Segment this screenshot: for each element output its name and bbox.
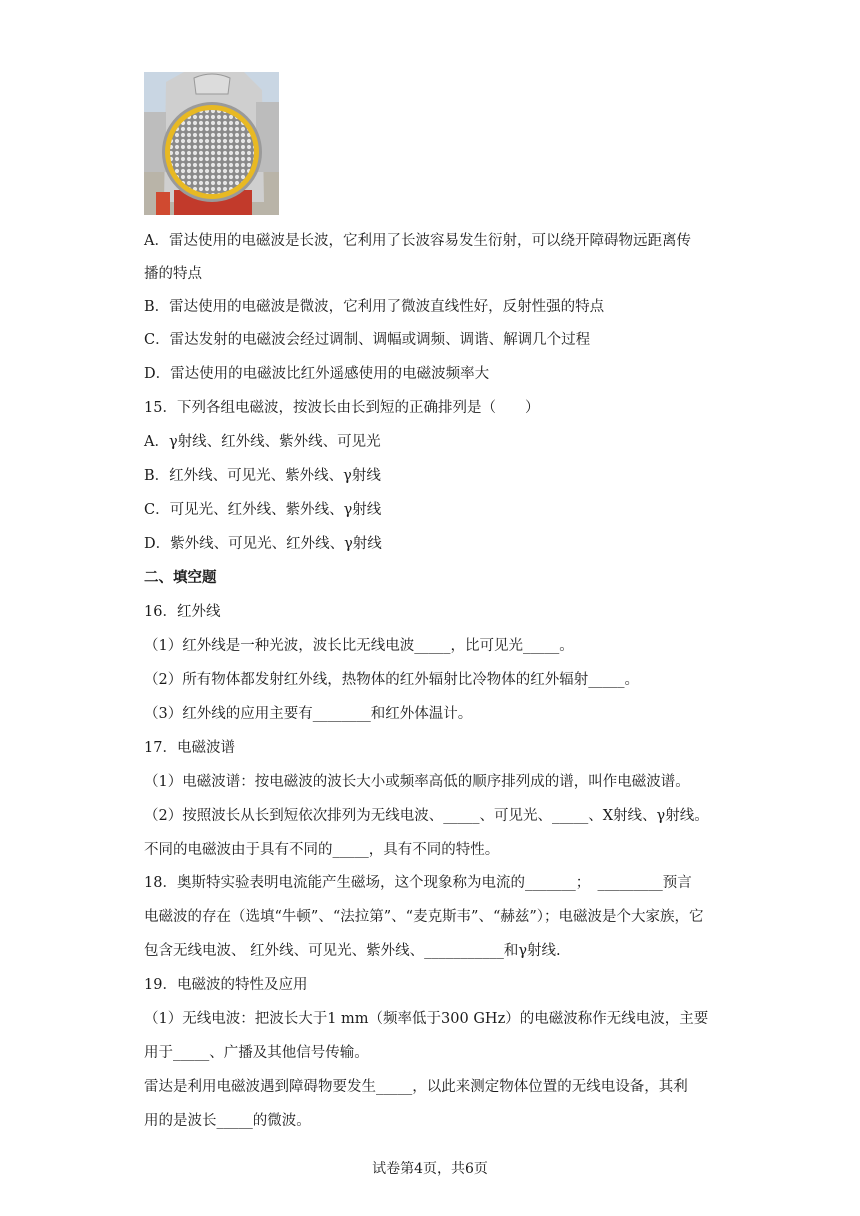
question-19-part1-cont: 用于_____、广播及其他信号传输。 bbox=[144, 1045, 369, 1061]
option-15b: B．红外线、可见光、紫外线、γ射线 bbox=[144, 468, 381, 484]
question-19-radar-line2: 用的是波长_____的微波。 bbox=[144, 1113, 311, 1129]
question-17-part1: （1）电磁波谱：按电磁波的波长大小或频率高低的顺序排列成的谱，叫作电磁波谱。 bbox=[144, 774, 690, 790]
question-19-part1: （1）无线电波：把波长大于1 mm（频率低于300 GHz）的电磁波称作无线电波，主要 bbox=[144, 1011, 709, 1027]
question-19: 19．电磁波的特性及应用 bbox=[144, 977, 308, 993]
question-19-radar-line1: 雷达是利用电磁波遇到障碍物要发生_____，以此来测定物体位置的无线电设备，其利 bbox=[144, 1079, 688, 1095]
option-14b: B．雷达使用的电磁波是微波，它利用了微波直线性好，反射性强的特点 bbox=[144, 299, 605, 315]
radar-photo bbox=[144, 72, 279, 215]
question-18-line3: 包含无线电波、 红外线、可见光、紫外线、___________和γ射线. bbox=[144, 943, 561, 959]
question-16: 16．红外线 bbox=[144, 604, 221, 620]
option-14c: C．雷达发射的电磁波会经过调制、调幅或调频、调谐、解调几个过程 bbox=[144, 332, 591, 348]
page-footer: 试卷第4页，共6页 bbox=[372, 1161, 488, 1177]
option-14a-line2: 播的特点 bbox=[144, 266, 202, 282]
option-15c: C．可见光、红外线、紫外线、γ射线 bbox=[144, 502, 382, 518]
option-14d: D．雷达使用的电磁波比红外遥感使用的电磁波频率大 bbox=[144, 366, 490, 382]
question-18-line1: 18．奥斯特实验表明电流能产生磁场，这个现象称为电流的_______； _________预言 bbox=[144, 875, 692, 891]
radar-nose-photo-icon bbox=[144, 72, 279, 215]
question-17-part2: （2）按照波长从长到短依次排列为无线电波、_____、可见光、_____、X射线、γ射线。 bbox=[144, 808, 709, 824]
section-heading-fill-in: 二、填空题 bbox=[144, 569, 217, 586]
question-17-part2-cont: 不同的电磁波由于具有不同的_____，具有不同的特性。 bbox=[144, 842, 500, 858]
question-17: 17．电磁波谱 bbox=[144, 740, 235, 756]
option-14a-line1: A．雷达使用的电磁波是长波，它利用了长波容易发生衍射，可以绕开障碍物远距离传 bbox=[144, 233, 691, 249]
question-15: 15．下列各组电磁波，按波长由长到短的正确排列是（ ） bbox=[144, 400, 540, 416]
question-16-part3: （3）红外线的应用主要有________和红外体温计。 bbox=[144, 706, 473, 722]
question-16-part2: （2）所有物体都发射红外线，热物体的红外辐射比冷物体的红外辐射_____。 bbox=[144, 672, 639, 688]
option-15a: A．γ射线、红外线、紫外线、可见光 bbox=[144, 434, 381, 450]
question-16-part1: （1）红外线是一种光波，波长比无线电波_____，比可见光_____。 bbox=[144, 638, 574, 654]
question-18-line2: 电磁波的存在（选填“牛顿”、“法拉第”、“麦克斯韦”、“赫兹”）；电磁波是个大家族，它 bbox=[144, 909, 704, 925]
option-15d: D．紫外线、可见光、红外线、γ射线 bbox=[144, 536, 382, 552]
